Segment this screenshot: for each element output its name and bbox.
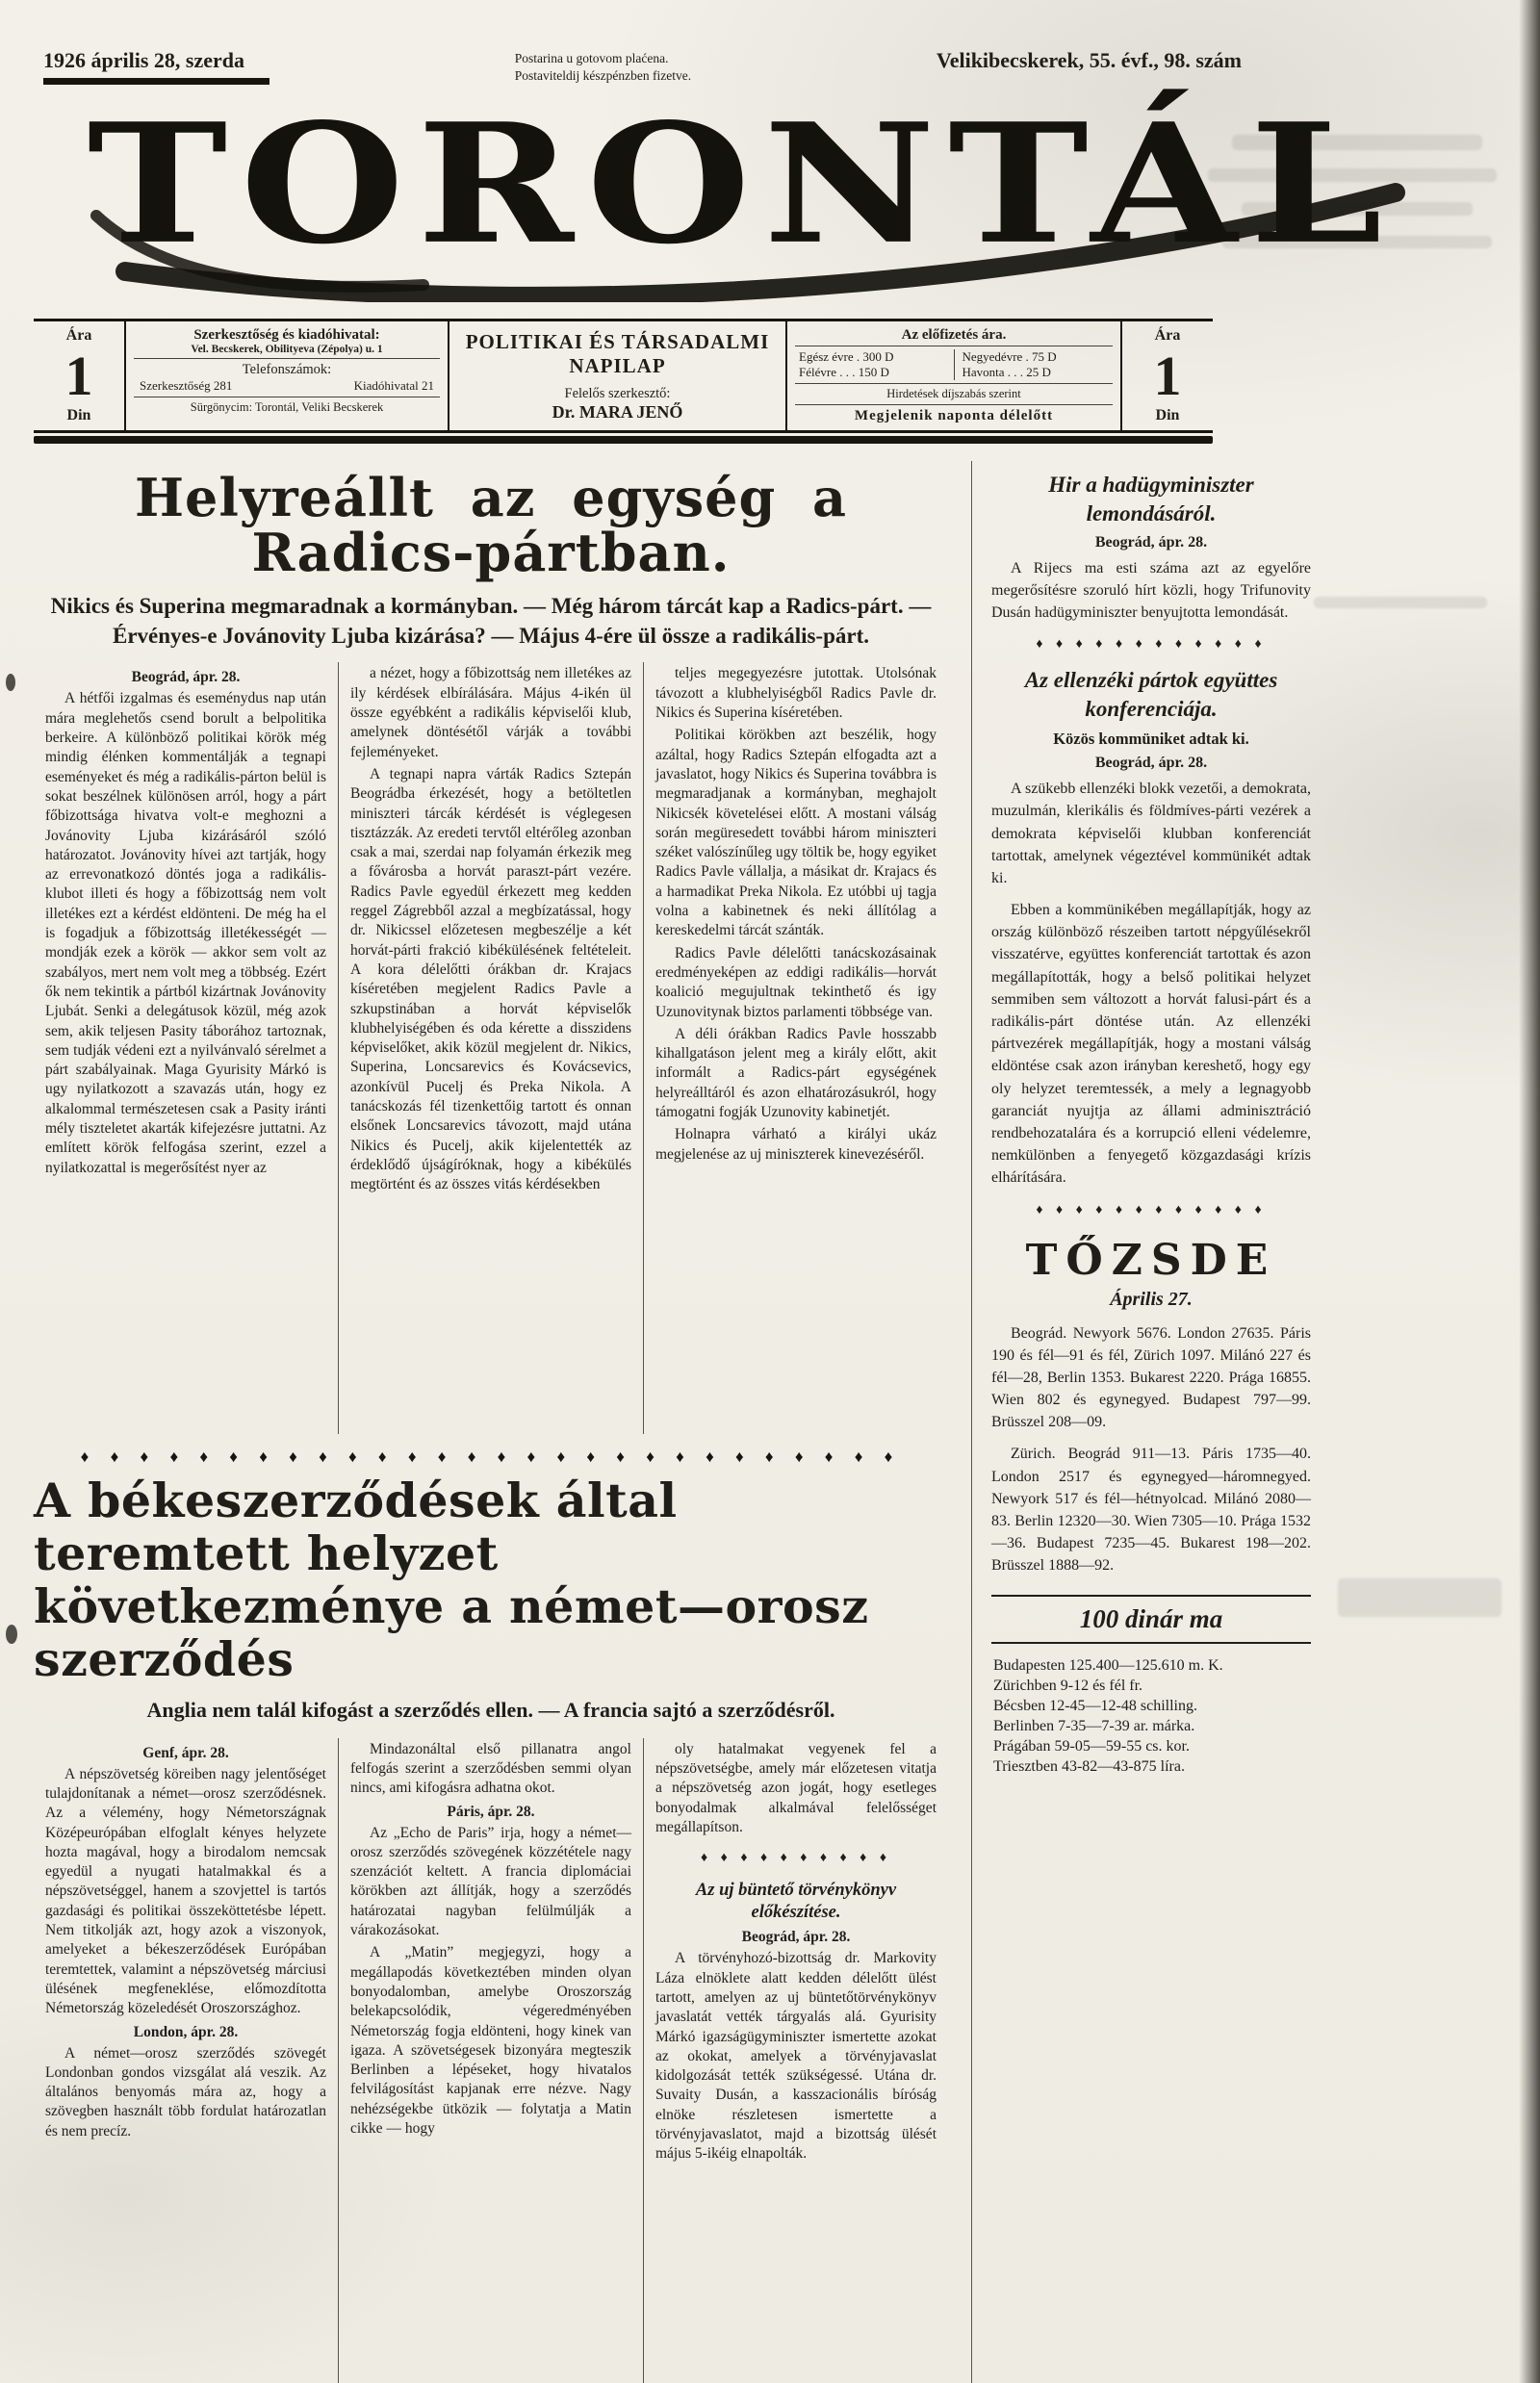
- price-value: 1: [64, 344, 93, 407]
- price-box-right: [1120, 321, 1213, 430]
- article1-column-2: [338, 662, 643, 1434]
- price-box-left: [34, 321, 124, 430]
- advertising-note: Hirdetések díjszabás szerint: [795, 383, 1113, 401]
- paragraph: oly hatalmakat vegyenek fel a népszövetségbe, amely már előzetesen vitatja a népszövetség azon jogát, hogy esetleges bonyodalmak alkalmával felelősséget megállapítson.: [655, 1740, 937, 1835]
- diamonds-block: ♦ ♦ ♦ ♦ ♦ ♦ ♦ ♦ ♦ ♦ ♦ ♦: [1036, 1202, 1267, 1217]
- headitalic-block: Hir a hadügyminiszter lemondásáról.: [1048, 473, 1254, 525]
- issue-date: 1926 április 28, szerda: [43, 48, 244, 72]
- heavy-rule: [34, 436, 1213, 444]
- paragraph: A Rijecs ma esti száma azt az egyelőre megerősítésre szoruló hírt közli, hogy Trifunovity Dusán hadügyminiszter benyujtotta lemondását.: [991, 559, 1311, 622]
- rulehead-block: 100 dinár ma: [991, 1595, 1311, 1644]
- publication-schedule: Megjelenik naponta délelőtt: [795, 404, 1113, 424]
- paragraph: a nézet, hogy a főbizottság nem illetékes az ily kérdések elbírálására. Május 4-ikén ül össze egyébként a radikális képviselői klub, amelynek döntésétől várják a további fejleményeket.: [350, 665, 631, 760]
- paragraph: teljes megegyezésre jutottak. Utolsónak távozott a klubhelyiségből Radics Pavle dr. Nikics és Superina kíséretében.: [655, 665, 937, 722]
- tozsde-block: TŐZSDE: [1025, 1235, 1277, 1285]
- subscription-quarterly: Negyedévre . 75 D: [962, 349, 1057, 364]
- paragraph: Mindazonáltal első pillanatra angol felfogás szerint a szerződésben semmi olyan nincs, ami kifogásra adhatna okot.: [350, 1740, 631, 1797]
- line-block: Zürichben 9-12 és fél fr.: [993, 1677, 1143, 1694]
- subscription-title: Az előfizetés ára.: [795, 327, 1113, 346]
- telephone-editorial: Szerkesztőség 281: [140, 378, 233, 393]
- main-column-area: [34, 461, 948, 2383]
- dateline-block: Beográd, ápr. 28.: [1094, 755, 1208, 772]
- article2-subhead: Anglia nem talál kifogást a szerződés ellen. — A francia sajtó a szerződésről.: [146, 1697, 835, 1722]
- subscription-halfyear: Félévre . . . 150 D: [799, 365, 955, 380]
- postage-notice: [515, 48, 691, 84]
- article2-column-2: [338, 1738, 643, 2383]
- paragraph: A német—orosz szerződés szövegét Londonban gondos vizsgálat alá veszik. Az általános benyomás mára az, hogy a szövegben használt több fordulat határozatlan és nem precíz.: [45, 2044, 326, 2140]
- article1-column-3: [643, 662, 948, 1434]
- paragraph: A törvényhozó-bizottság dr. Markovity Láza elnöklete alatt kedden délelőtt ülést tartott, amelyen az uj büntetőtörvénykönyv javaslatát vették tárgyalás alá. Gyurisity Márkó igazságügyminiszter ismertette azokat az okokat, amelyek a törvényjavaslat kidolgozását tették szükségessé. Utána dr. Suvaity Dusán, a kasszacionális bíróság elnöke részletesen ismertette a törvényjavaslatot, majd a bizottság ülését május 5-ikéig elnapolták.: [655, 1950, 937, 2163]
- price-label: Ára: [65, 327, 92, 344]
- dateline-block: London, ápr. 28.: [133, 2023, 239, 2040]
- subscription-yearly: Egész évre . 300 D: [799, 349, 955, 365]
- subscription-monthly: Havonta . . . 25 D: [962, 365, 1051, 379]
- paragraph: A tegnapi napra várták Radics Sztepán Beográdba érkezését, hogy a betöltetlen miniszteri tárcák kérdését is véglegesen tisztázzák. Az eredeti tervtől eltérőleg azonban csak a mai, szerdai nap folyamán érkezik meg a fővárosba a horvát paraszt-párt vezére. Radics Pavle egyedül érkezett meg kedden reggel Zágrebből azzal a megbízatással, hogy dr. Nikicssel előzetesen megbeszélje a két horvát-párti frakció kibékülésének feltételeit. A kora délelőtti órákban dr. Krajacs kíséretében megjelent Radics Pavle a szkupstinában a horvát képviselők klubhelyiségében és oda kérette a disszidens képviselőket, akik közül megjelent dr. Nikics, Superina, Loncsarevics és Kovácsevics, azonkívül Pucelj és Preka Nikola. A tanácskozás fél tizenkettőig tartott és onnan elsőnek Loncsarevics távozott, majd utána Nikics és Pucelj, akik kijelentették az érdeklődő újságíróknak, hogy a kibékülés megtörtént és az összes vitás kérdésekben: [350, 765, 631, 1193]
- masthead: [58, 87, 1424, 297]
- postage-line-2: Postaviteldij készpénzben fizetve.: [514, 67, 692, 83]
- editor-name: Dr. MARA JENŐ: [552, 401, 683, 422]
- line-block: Prágában 59-05—59-55 cs. kor.: [993, 1737, 1190, 1755]
- print-ghosting: [1338, 1578, 1502, 1617]
- subscription-row-1: [795, 349, 1113, 365]
- article1-column-1: [34, 662, 338, 1434]
- diamond-separator: ♦ ♦ ♦ ♦ ♦ ♦ ♦ ♦ ♦ ♦ ♦ ♦ ♦ ♦ ♦ ♦ ♦ ♦ ♦ ♦ ♦ ♦ ♦ ♦ ♦ ♦ ♦ ♦: [80, 1448, 902, 1467]
- editorial-office-box: [124, 321, 448, 430]
- print-ghosting: [1314, 597, 1487, 608]
- postage-line-1: Postarina u gotovom plaćena.: [514, 51, 669, 65]
- page-content: [34, 461, 1540, 2383]
- article2-columns: [34, 1738, 948, 2383]
- scan-edge-shadow: [1519, 0, 1540, 2383]
- price-value: 1: [1153, 344, 1182, 407]
- paragraph: Politikai körökben azt beszélik, hogy azáltal, hogy Radics Sztepán elfogadta azt a javaslatot, hogy Nikics és Superina továbbra is megmaradjanak a kormányban, meghajolt Nikicsék követelései előtt. A mostani válság során megüresedett további három miniszteri széket valószínűleg ugy töltik be, hogy egyiket Radics Pavle vállalja, a másikat dr. Krajacs és a harmadikat Preka Nikola. Ez utóbbi uj tagja volna a kabinetnek és neki állítólag a kereskedelmi tárcát szánták.: [655, 727, 937, 939]
- paragraph: Radics Pavle délelőtti tanácskozásainak eredményeképen az eddigi radikális—horvát koalició megujultnak tekinthető és igy Uzunovitynak biztos parlamenti többsége van.: [655, 944, 937, 1020]
- article2-headline-line2: következménye a német—orosz szerződés: [34, 1578, 869, 1688]
- paragraph: A „Matin” megjegyzi, hogy a megállapodás következtében minden olyan bonyodalomban, amelybe Oroszország belekapcsolódik, végeredményében Németország fogja eldönteni, hogy kinek van igaza. A szövetségesek bizonyára megteszik Berlinben a lépéseket, hogy hivatalos felvilágosítást kapjanak erre nézve. Nagy nehézségekbe ütközik — folytatja a Matin cikke — hogy: [350, 1944, 631, 2137]
- headitalic-block: Az ellenzéki pártok együttes konferenciája.: [1024, 668, 1278, 722]
- info-bar: [34, 319, 1213, 433]
- paragraph: Ebben a kommünikében megállapítják, hogy az ország különböző részeiben tartott népgyűlésekről visszatérve, együttes konferenciát tartottak és azon megállapították, hogy a belső politikai helyzet semmiben sem változott a horvát falusi-párt és a radikális-párt döntése után. Az ellenzéki pártvezérek megállapítják, hogy a mostani válság eldöntése csak azon irányban kereshető, hogy egy oly helyzet teremtessék, a mely a legnagyobb garanciát nyujtja az állami adminisztráció rendbehozatalára és a korrupció elleni védelemre, nemkülönben a fenyegető közgazdasági krízis elhárítására.: [991, 902, 1311, 1187]
- top-strip: [43, 48, 1242, 85]
- dateline-block: Beográd, ápr. 28.: [741, 1929, 851, 1946]
- dateline-block: Genf, ápr. 28.: [142, 1744, 229, 1761]
- line-block: Bécsben 12-45—12-48 schilling.: [993, 1697, 1197, 1714]
- office-address: Vel. Becskerek, Obilityeva (Zépolya) u. 1: [134, 344, 440, 359]
- diamonds-block: ♦ ♦ ♦ ♦ ♦ ♦ ♦ ♦ ♦ ♦ ♦ ♦: [1036, 637, 1267, 653]
- article-radics-party: [34, 467, 948, 1434]
- subscription-box: [785, 321, 1120, 430]
- paragraph: Zürich. Beográd 911—13. Páris 1735—40. London 2517 és egynegyed—háromnegyed. Newyork 517 és fél—hétnyolcad. Milánó 2080—83. Berlin 12320—30. Wien 7305—10. Prága 1532—36. Budapest 7235—45. Bukarest 198—202. Brüsszel 1888—92.: [991, 1446, 1311, 1575]
- telephone-title: Telefonszámok:: [242, 362, 332, 377]
- subscription-row-2: [795, 365, 1113, 380]
- line-block: Budapesten 125.400—125.610 m. K.: [993, 1656, 1223, 1674]
- article1-headline: Helyreállt az egység a Radics-pártban.: [134, 467, 848, 583]
- dateline-block: Beográd, ápr. 28.: [131, 669, 241, 686]
- paper-subtitle: POLITIKAI ÉS TÁRSADALMI NAPILAP: [465, 329, 770, 377]
- paragraph: A népszövetség köreiben nagy jelentőséget tulajdonítanak a német—orosz szerződésnek. Az a vélemény, hogy Németországnak Középeurópában elfoglalt kényes helyzete hozta magával, hogy a birodalom nemcsak egyedül a nyugati hatalmakkal és a népszövetséggel, hanem a szovjettel is tartós gazdasági és politikai összeköttetésbe lépett. Nem titkolják azt, hogy azok a viszonyok, amelyeket a békeszerződések Európában teremtettek, valamint a népszövetség márciusi ülésének megfeneklése, előmozdította Németország közeledését Oroszországhoz.: [45, 1765, 326, 2017]
- paragraph: A déli órákban Radics Pavle hosszabb kihallgatáson jelent meg a király előtt, akit informált a Radics-párt egységének helyreálltáról és azon elhatározásukról, hogy támogatni fogják Uzunovity kabinetjét.: [655, 1025, 937, 1120]
- masthead-title: TORONTÁL: [87, 87, 1396, 281]
- date-underline-rule: [43, 78, 270, 85]
- cable-address: Sürgönycim: Torontál, Veliki Becskerek: [190, 400, 384, 414]
- subhead-block: Közös kommüniket adtak ki.: [1053, 730, 1249, 749]
- issue-date-block: [43, 48, 270, 85]
- article2-column-3: [643, 1738, 948, 2383]
- telephone-numbers: [134, 378, 440, 397]
- head-block: Az uj büntető törvénykönyv előkészítése.: [695, 1881, 897, 1923]
- article2-column-1: [34, 1738, 338, 2383]
- price-unit: Din: [1155, 407, 1180, 423]
- article1-columns: [34, 662, 948, 1434]
- paragraph: A szükebb ellenzéki blokk vezetői, a demokrata, muzulmán, klerikális és földmíves-párti vezérek a demokrata képviselői klubban konferenciát tartottak, amelynek végeztével kommünikét adtak ki.: [991, 781, 1311, 886]
- tozsdedate-block: Április 27.: [1110, 1288, 1193, 1310]
- price-unit: Din: [66, 407, 91, 423]
- diamonds-block: ♦ ♦ ♦ ♦ ♦ ♦ ♦ ♦ ♦ ♦: [701, 1851, 891, 1866]
- paragraph: A hétfői izgalmas és eseménydus nap után mára meglehetős csend borult a belpolitika berkeire. A különböző politikai körök még mindig élénken kommentálják a tegnapi eseményeket és még a radikális-párton belül is sokat beszélnek különösen arról, hogy a párt főbizottsága hivatva volt-e meghozni a Jovánovity Ljuba kizárásáról szóló határozatot. Jovánovity hívei azt tartják, hogy az errevonatkozó döntés joga a radikális-klubot illeti és hogy a főbizottság nem volt illetékes ezt a kérdést eldönteni. De még ha el is fogadjuk a főbizottság illetékességét — mondják ezek a körök — akkor sem volt az szabályos, mert nem volt meg a többség. Ezért ők nem tekintik a pártból kizártnak Jovánovity Ljubát. Senki a delegátusok közül, még azok sem, akik teljesen Pasity táborához tartoznak, sem tudják védeni ezt a nyilvánvaló sérelmet a párt szabályainak. Maga Gyurisity Márkó is ugy nyilatkozott a szavazás után, hogy ez alkalommal természetesen csak a Pasity iránti mély tiszteletet akarták kifejezésre juttatni. Az említett körök felfogása szerint, ezzel a nyilatkozattal is megerősítést nyer az: [45, 690, 326, 1176]
- line-block: Triesztben 43-82—43-875 líra.: [993, 1757, 1185, 1775]
- article2-headline-line1: A békeszerződések által teremtett helyzet: [34, 1473, 678, 1582]
- article2-headline: [34, 1474, 948, 1686]
- issue-number: Velikibecskerek, 55. évf., 98. szám: [936, 48, 1242, 72]
- editor-label: Felelős szerkesztő:: [564, 385, 671, 401]
- article1-subhead: Nikics és Superina megmaradnak a kormányban. — Még három tárcát kap a Radics-párt. — Érvényes-e Jovánovity Ljuba kizárása? — Május 4-ére ül össze a radikális-párt.: [50, 594, 932, 649]
- paragraph: Holnapra várható a királyi ukáz megjelenése az uj miniszterek kinevezéséről.: [655, 1126, 937, 1163]
- paragraph: Az „Echo de Paris” irja, hogy a német—orosz szerződés szövegének közzététele nagy szenzációt keltett. A francia diplomáciai körökben azt állítják, hogy a szerződés határozatai nagyban felülmúlják a várakozásokat.: [350, 1824, 631, 1939]
- ink-smudge: [6, 674, 15, 691]
- paper-subtitle-box: [448, 321, 785, 430]
- paragraph: Beográd. Newyork 5676. London 27635. Páris 190 és fél—91 és fél, Zürich 1097. Milánó 227 és fél—28, Berlin 1353. Bukarest 2220. Prága 16855. Wien 802 és egynegyed. Budapest 797—99. Brüsszel 208—09.: [991, 1324, 1311, 1431]
- line-block: Berlinben 7-35—7-39 ar. márka.: [993, 1717, 1195, 1734]
- telephone-publisher: Kiadóhivatal 21: [353, 378, 434, 393]
- office-title: Szerkesztőség és kiadóhivatal:: [193, 327, 380, 343]
- article-treaty: [34, 1474, 948, 2383]
- ink-smudge: [6, 1625, 17, 1644]
- price-label: Ára: [1154, 327, 1181, 344]
- dateline-block: Beográd, ápr. 28.: [1094, 533, 1208, 551]
- sidebar-column: [971, 461, 1311, 2383]
- dateline-block: Páris, ápr. 28.: [447, 1803, 535, 1820]
